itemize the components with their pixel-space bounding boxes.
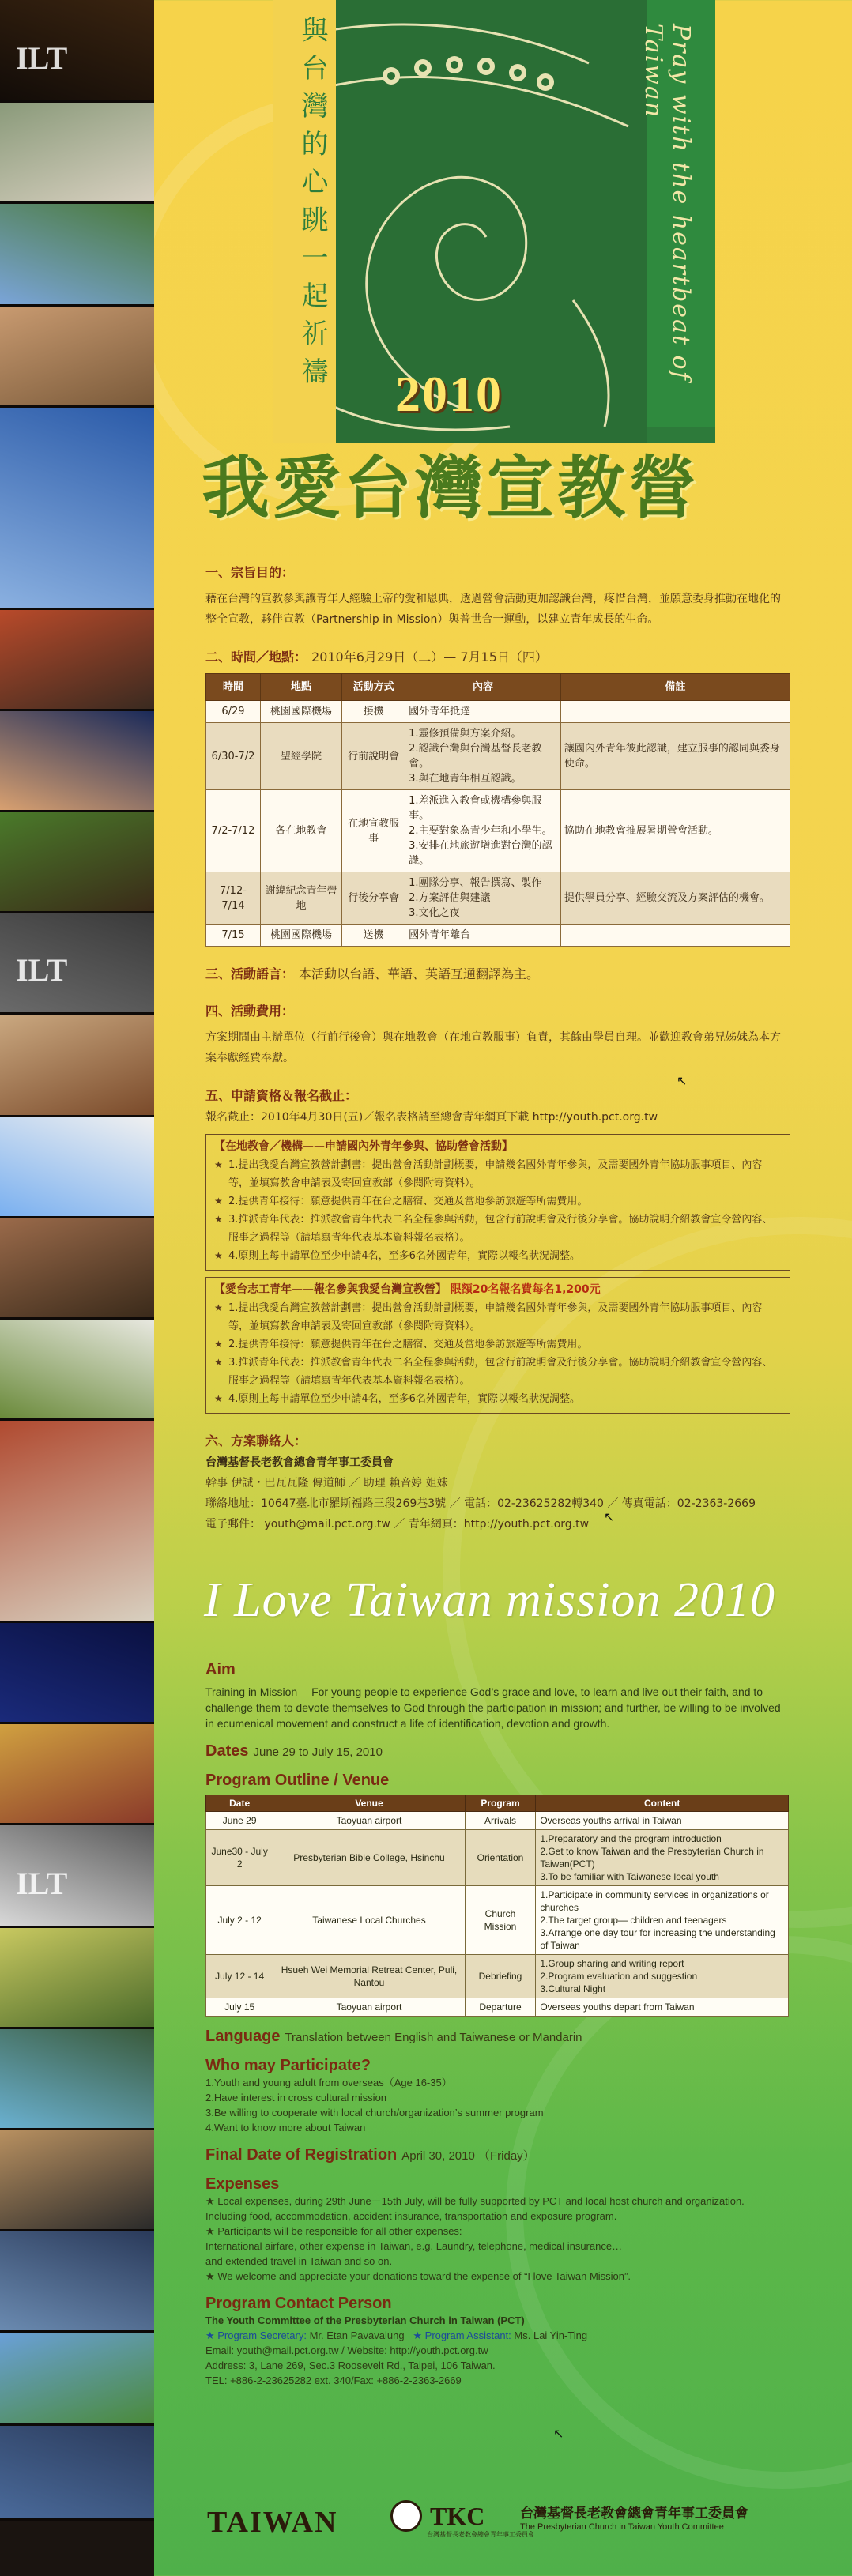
list-item: ★ Participants will be responsible for all other expenses: bbox=[205, 2225, 462, 2237]
list-item: ★ 3.推派青年代表：推派教會青年代表二名全程參與活動，包含行前說明會及行後分享會。協助說明介紹教會宣令營內容、服事之過程等（請填寫青年代表基本資料報名表格）。 bbox=[214, 1211, 782, 1247]
schedule-zh-cell: 謝緯紀念青年營地 bbox=[260, 872, 341, 925]
contact-org-en: The Youth Committee of the Presbyterian Church in Taiwan (PCT) bbox=[205, 2314, 525, 2326]
schedule-zh-cell: 國外青年離台 bbox=[405, 925, 561, 947]
photo-caption: ILT bbox=[16, 952, 68, 988]
strip-photo bbox=[0, 204, 154, 307]
table-row bbox=[206, 701, 790, 723]
dates-heading bbox=[205, 1742, 790, 1761]
vertical-tagline-en: Pray with the heartbeat of Taiwan bbox=[639, 24, 695, 382]
strip-photo bbox=[0, 610, 154, 711]
schedule-zh-cell: 6/30-7/2 bbox=[206, 723, 261, 790]
schedule-zh-cell bbox=[560, 925, 790, 947]
schedule-zh-header-cell: 內容 bbox=[405, 674, 561, 701]
list-item: ★ 2.提供青年接待：願意提供青年在台之膳宿、交通及當地參訪旅遊等所需費用。 bbox=[214, 1335, 782, 1354]
aim-body: Training in Mission— For young people to experience God’s grace and love, to learn and live out their faith, and to challenge them to devote themselves to God through the participation in mission; and further, be willing to be involved in ecumenical movement and construct a life of identification, devotion and growth. bbox=[205, 1685, 781, 1730]
secretary-label: ★ Program Secretary: bbox=[205, 2329, 307, 2341]
language-value-en: Translation between English and Taiwanese or Mandarin bbox=[285, 2031, 582, 2044]
schedule-en-cell: 1.Group sharing and writing report 2.Program evaluation and suggestion 3.Cultural Night bbox=[536, 1955, 789, 1998]
schedule-zh-cell: 在地宣教服事 bbox=[342, 790, 405, 872]
taiwan-logo: TAIWAN bbox=[207, 2506, 338, 2539]
schedule-zh-cell: 桃園國際機場 bbox=[260, 925, 341, 947]
apply-box-church bbox=[205, 1134, 790, 1271]
schedule-en-cell: Orientation bbox=[465, 1830, 536, 1886]
schedule-zh-cell: 提供學員分享、經驗交流及方案評估的機會。 bbox=[560, 872, 790, 925]
apply-box-church-title: 【在地教會／機構——申請國內外青年參與、協助營會活動】 bbox=[214, 1140, 513, 1153]
strip-photo bbox=[0, 1928, 154, 2029]
language-value: 本活動以台語、華語、英語互通翻譯為主。 bbox=[299, 966, 540, 981]
tkc-logo: TKC bbox=[430, 2502, 485, 2530]
english-title: I Love Taiwan mission 2010 bbox=[204, 1573, 776, 1627]
language-heading bbox=[205, 2028, 790, 2046]
assistant-label: ★ Program Assistant: bbox=[413, 2329, 511, 2341]
photo-caption: ILT bbox=[16, 1866, 68, 1901]
schedule-en-cell: Debriefing bbox=[465, 1955, 536, 1998]
outline-heading: Program Outline / Venue bbox=[205, 1772, 390, 1789]
table-row bbox=[206, 1955, 789, 1998]
section-language bbox=[205, 964, 790, 984]
dates-value: June 29 to July 15, 2010 bbox=[253, 1746, 383, 1759]
strip-photo bbox=[0, 2029, 154, 2130]
schedule-en-cell: Overseas youths depart from Taiwan bbox=[536, 1998, 789, 2017]
schedule-zh-cell: 聖經學院 bbox=[260, 723, 341, 790]
schedule-table-en bbox=[205, 1795, 789, 2017]
contact-address-en: Address: 3, Lane 269, Sec.3 Roosevelt Rd., Taipei, 106 Taiwan. bbox=[205, 2359, 496, 2371]
apply-deadline-line: 報名截止：2010年4月30日(五)／報名表格請至總會青年網頁下載 http://youth.pct.org.tw bbox=[205, 1111, 658, 1124]
schedule-zh-cell: 6/29 bbox=[206, 701, 261, 723]
schedule-en-cell: July 15 bbox=[206, 1998, 273, 2017]
contact-address-zh: 聯絡地址：10647臺北市羅斯福路三段269巷3號 ／ 電話：02-23625282轉340 ／ 傳真電話：02-2363-2669 bbox=[205, 1497, 756, 1510]
strip-photo bbox=[0, 103, 154, 204]
org-name-zh: 台灣基督長老教會總會青年事工委員會 bbox=[520, 2506, 748, 2521]
tkc-emblem-icon bbox=[390, 2500, 422, 2532]
table-row bbox=[206, 723, 790, 790]
strip-photo bbox=[0, 1623, 154, 1724]
mouse-cursor-icon: ↖ bbox=[553, 2426, 564, 2441]
table-row bbox=[206, 1886, 789, 1955]
contact-email-en[interactable]: Email: youth@mail.pct.org.tw / Website: http://youth.pct.org.tw bbox=[205, 2344, 488, 2356]
schedule-zh-cell: 各在地教會 bbox=[260, 790, 341, 872]
who-heading: Who may Participate? bbox=[205, 2057, 371, 2074]
list-item: 3.Be willing to cooperate with local church/organization’s summer program bbox=[205, 2107, 544, 2118]
footer-logos bbox=[207, 2495, 792, 2543]
list-item: ★ 4.原則上每申請單位至少申請4名，至多6名外國青年，實際以報名狀況調整。 bbox=[214, 1390, 782, 1408]
contact-staff-zh: 幹事 伊誠・巴瓦瓦隆 傳道師 ／ 助理 賴音婷 姐妹 bbox=[205, 1477, 448, 1489]
schedule-zh-cell: 桃園國際機場 bbox=[260, 701, 341, 723]
vertical-tagline-cn: 與台灣的心跳一起祈禱 bbox=[296, 16, 328, 395]
strip-photo bbox=[0, 913, 154, 1015]
contact-tel-en: TEL: +886-2-23625282 ext. 340/Fax: +886-2-2363-2669 bbox=[205, 2375, 462, 2386]
strip-photo bbox=[0, 711, 154, 812]
strip-photo bbox=[0, 307, 154, 408]
strip-photo bbox=[0, 0, 154, 103]
schedule-en-cell: July 12 - 14 bbox=[206, 1955, 273, 1998]
schedule-zh-header-cell: 地點 bbox=[260, 674, 341, 701]
list-item: International airfare, other expense in Taiwan, e.g. Laundry, telephone, medical insurance… bbox=[205, 2240, 623, 2252]
list-item: ★ We welcome and appreciate your donations toward the expense of “I love Taiwan Mission”. bbox=[205, 2270, 631, 2282]
list-item: Including food, accommodation, accident insurance, transportation and exposure program. bbox=[205, 2210, 617, 2222]
apply-fee: 限額20名報名費每名1,200元 bbox=[450, 1283, 601, 1296]
registration-label: Final Date of Registration bbox=[205, 2146, 398, 2164]
strip-photo bbox=[0, 1218, 154, 1320]
schedule-table-zh bbox=[205, 673, 790, 947]
time-label: 二、時間／地點： bbox=[205, 650, 307, 665]
language-label-en: Language bbox=[205, 2028, 281, 2045]
schedule-zh-cell: 1.團隊分享、報告撰寫、製作 2.方案評估與建議 3.文化之夜 bbox=[405, 872, 561, 925]
schedule-zh-header-cell: 時間 bbox=[206, 674, 261, 701]
dates-label: Dates bbox=[205, 1742, 249, 1760]
list-item: 1.Youth and young adult from overseas（Age 16-35） bbox=[205, 2077, 452, 2088]
schedule-zh-cell: 行前說明會 bbox=[342, 723, 405, 790]
schedule-zh-header-cell: 活動方式 bbox=[342, 674, 405, 701]
schedule-en-cell: Presbyterian Bible College, Hsinchu bbox=[273, 1830, 465, 1886]
secretary-name: Mr. Etan Pavavalung bbox=[309, 2329, 405, 2341]
year-label: 2010 bbox=[395, 366, 503, 422]
schedule-en-cell: 1.Preparatory and the program introduction 2.Get to know Taiwan and the Presbyterian Church in Taiwan(PCT) 3.To be familiar with Taiwanese local youth bbox=[536, 1830, 789, 1886]
photo-caption: ILT bbox=[16, 40, 68, 76]
schedule-zh-cell bbox=[560, 701, 790, 723]
strip-photo bbox=[0, 1724, 154, 1825]
contact-people bbox=[205, 2328, 790, 2343]
schedule-en-cell: Overseas youths arrival in Taiwan bbox=[536, 1812, 789, 1830]
schedule-en-cell: July 2 - 12 bbox=[206, 1886, 273, 1955]
list-item: and extended travel in Taiwan and so on. bbox=[205, 2255, 393, 2267]
contact-email-zh[interactable]: 電子郵件： youth@mail.pct.org.tw ／ 青年網頁：http://youth.pct.org.tw bbox=[205, 1518, 590, 1531]
contact-org-zh: 台灣基督長老教會總會青年事工委員會 bbox=[205, 1456, 394, 1469]
mouse-cursor-icon: ↖ bbox=[677, 1073, 688, 1088]
strip-photo bbox=[0, 1825, 154, 1928]
schedule-en-cell: June30 - July 2 bbox=[206, 1830, 273, 1886]
main-title: 我愛台灣宣教營 bbox=[202, 448, 699, 528]
schedule-en-header-cell: Content bbox=[536, 1795, 789, 1812]
apply-box-volunteer-title: 【愛台志工青年——報名參與我愛台灣宣教營】 bbox=[214, 1283, 447, 1296]
schedule-en-header-cell: Venue bbox=[273, 1795, 465, 1812]
list-item: 2.Have interest in cross cultural mission bbox=[205, 2092, 387, 2103]
org-name-en: The Presbyterian Church in Taiwan Youth Committee bbox=[520, 2522, 724, 2532]
list-item: ★ 4.原則上每申請單位至少申請4名，至多6名外國青年，實際以報名狀況調整。 bbox=[214, 1247, 782, 1265]
schedule-zh-cell: 協助在地教會推展暑期營會活動。 bbox=[560, 790, 790, 872]
schedule-en-cell: Departure bbox=[465, 1998, 536, 2017]
list-item: ★ 2.提供青年接待：願意提供青年在台之膳宿、交通及當地參訪旅遊等所需費用。 bbox=[214, 1192, 782, 1211]
schedule-zh-cell: 1.差派進入教會或機構參與服事。 2.主要對象為青少年和小學生。 3.安排在地旅遊增進對台灣的認識。 bbox=[405, 790, 561, 872]
assistant-name: Ms. Lai Yin-Ting bbox=[514, 2329, 588, 2341]
section-fee-body: 方案期間由主辦單位（行前行後會）與在地教會（在地宣教服事）負責，其餘由學員自理。並歡迎教會弟兄姊妹為本方案奉獻經費奉獻。 bbox=[205, 1031, 781, 1064]
mouse-cursor-icon: ↖ bbox=[604, 1509, 615, 1524]
language-label: 三、活動語言： bbox=[205, 966, 295, 981]
english-section bbox=[205, 1650, 790, 2388]
table-row bbox=[206, 1830, 789, 1886]
section-purpose-body: 藉在台灣的宣教參與讓青年人經驗上帝的愛和恩典，透過營會活動更加認識台灣，疼惜台灣，並願意委身推動在地化的整全宣教，夥伴宣教（Partnership in Mission）與普世合一運動，以建立青年成長的生命。 bbox=[205, 593, 781, 626]
schedule-zh-cell: 行後分享會 bbox=[342, 872, 405, 925]
schedule-zh-header-cell: 備註 bbox=[560, 674, 790, 701]
list-item: ★ 1.提出我愛台灣宣教營計劃書：提出營會活動計劃概要，申請幾名國外青年參與，及需要國外青年協助服事項目、內容等，並填寫教會申請表及寄回宣教部（參閱附寄資料）。 bbox=[214, 1156, 782, 1192]
schedule-en-cell: Taoyuan airport bbox=[273, 1998, 465, 2017]
schedule-en-cell: Hsueh Wei Memorial Retreat Center, Puli, Nantou bbox=[273, 1955, 465, 1998]
schedule-zh-cell: 國外青年抵達 bbox=[405, 701, 561, 723]
expenses-heading: Expenses bbox=[205, 2175, 280, 2193]
schedule-en-cell: Church Mission bbox=[465, 1886, 536, 1955]
contact-heading: Program Contact Person bbox=[205, 2295, 392, 2312]
table-row bbox=[206, 1812, 789, 1830]
schedule-en-cell: June 29 bbox=[206, 1812, 273, 1830]
table-row bbox=[206, 1998, 789, 2017]
registration-value: April 30, 2010 （Friday） bbox=[401, 2149, 535, 2163]
schedule-zh-cell: 1.靈修預備與方案介紹。 2.認識台灣與台灣基督長老教會。 3.與在地青年相互認識。 bbox=[405, 723, 561, 790]
strip-photo bbox=[0, 2333, 154, 2426]
list-item: ★ Local expenses, during 29th June－15th July, will be fully supported by PCT and local host church and organization. bbox=[205, 2195, 745, 2207]
strip-photo bbox=[0, 1320, 154, 1421]
aim-heading: Aim bbox=[205, 1661, 236, 1678]
list-item: ★ 3.推派青年代表：推派教會青年代表二名全程參與活動，包含行前說明會及行後分享會。協助說明介紹教會宣令營內容、服事之過程等（請填寫青年代表基本資料報名表格）。 bbox=[214, 1354, 782, 1390]
section-fee-title: 四、活動費用： bbox=[205, 1004, 295, 1019]
strip-photo bbox=[0, 2130, 154, 2231]
list-item: 4.Want to know more about Taiwan bbox=[205, 2122, 366, 2133]
time-value: 2010年6月29日（二）— 7月15日（四） bbox=[311, 650, 548, 665]
who-list bbox=[205, 2075, 790, 2135]
strip-photo bbox=[0, 408, 154, 610]
section-contact-title: 六、方案聯絡人： bbox=[205, 1433, 307, 1448]
section-purpose-title: 一、宗旨目的： bbox=[205, 565, 295, 580]
schedule-zh-cell: 7/2-7/12 bbox=[206, 790, 261, 872]
list-item: ★ 1.提出我愛台灣宣教營計劃書：提出營會活動計劃概要，申請幾名國外青年參與，及需要國外青年協助服事項目、內容等，並填寫教會申請表及寄回宣教部（參閱附寄資料）。 bbox=[214, 1299, 782, 1335]
strip-photo bbox=[0, 1117, 154, 1218]
table-row bbox=[206, 872, 790, 925]
strip-photo bbox=[0, 1421, 154, 1623]
registration-heading bbox=[205, 2146, 790, 2164]
schedule-en-cell: 1.Participate in community services in organizations or churches 2.The target group— children and teenagers 3.Arrange one day tour for increasing the understanding of Taiwan bbox=[536, 1886, 789, 1955]
photo-strip bbox=[0, 0, 154, 2576]
schedule-en-header-cell: Program bbox=[465, 1795, 536, 1812]
schedule-en-header-cell: Date bbox=[206, 1795, 273, 1812]
schedule-en-cell: Arrivals bbox=[465, 1812, 536, 1830]
schedule-zh-cell: 7/15 bbox=[206, 925, 261, 947]
schedule-zh-cell: 讓國內外青年彼此認識，建立服事的認同與委身使命。 bbox=[560, 723, 790, 790]
schedule-zh-cell: 接機 bbox=[342, 701, 405, 723]
schedule-en-cell: Taiwanese Local Churches bbox=[273, 1886, 465, 1955]
schedule-en-cell: Taoyuan airport bbox=[273, 1812, 465, 1830]
section-apply-title: 五、申請資格＆報名截止： bbox=[205, 1088, 358, 1103]
table-row bbox=[206, 790, 790, 872]
schedule-zh-cell: 送機 bbox=[342, 925, 405, 947]
table-row bbox=[206, 925, 790, 947]
strip-photo bbox=[0, 2231, 154, 2333]
strip-photo bbox=[0, 2426, 154, 2521]
strip-photo bbox=[0, 812, 154, 913]
section-time-title bbox=[205, 647, 790, 667]
chinese-section bbox=[205, 545, 790, 1535]
schedule-zh-cell: 7/12-7/14 bbox=[206, 872, 261, 925]
expenses-list bbox=[205, 2194, 790, 2284]
strip-photo bbox=[0, 1015, 154, 1117]
tkc-logo-sub: 台灣基督長老教會總會青年事工委員會 bbox=[427, 2531, 534, 2538]
apply-box-volunteer bbox=[205, 1277, 790, 1414]
